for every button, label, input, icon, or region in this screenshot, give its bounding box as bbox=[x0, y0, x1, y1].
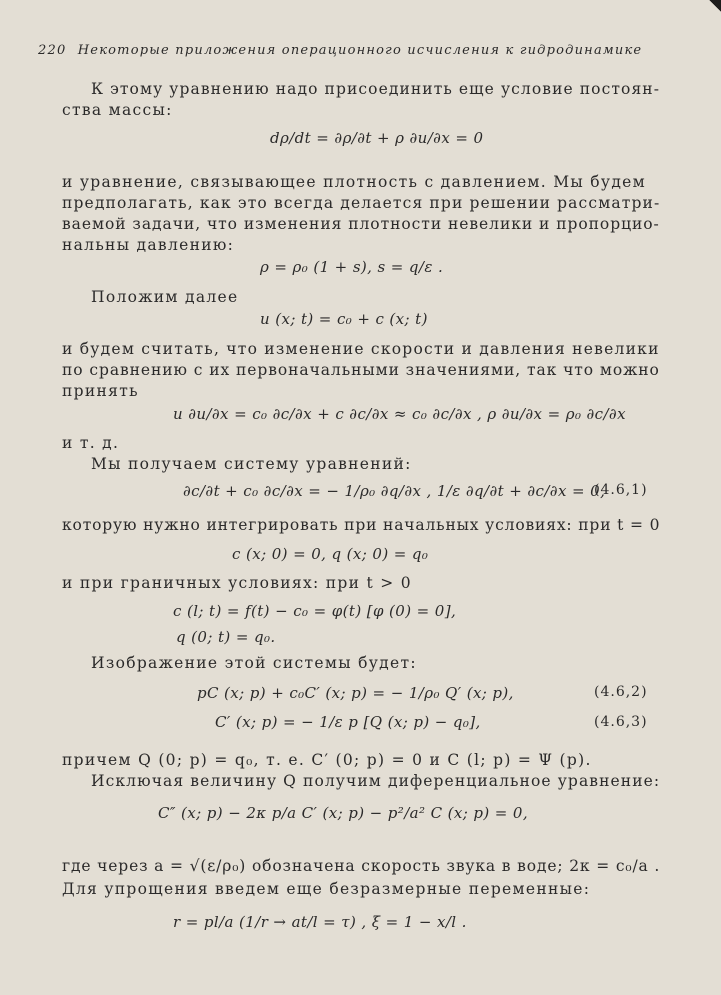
text-line: Изображение этой системы будет: bbox=[91, 654, 417, 672]
text-line: и уравнение, связывающее плотность с давлением. Мы будем bbox=[62, 173, 646, 191]
text-line: предполагать, как это всегда делается при решении рассматри- bbox=[62, 194, 661, 212]
equation-number: (4.6,3) bbox=[594, 714, 648, 730]
equation-transform-1: pC (x; p) + c₀C′ (x; p) = − 1/ρ₀ Q′ (x; p), bbox=[197, 684, 514, 702]
text-line: нальны давлению: bbox=[62, 236, 235, 254]
text-line: где через a = √(ε/ρ₀) обозначена скорость звука в воде; 2κ = c₀/a . bbox=[62, 857, 661, 875]
text-line: принять bbox=[62, 382, 139, 400]
text-line: и т. д. bbox=[62, 434, 120, 452]
equation-density: ρ = ρ₀ (1 + s), s = q/ε . bbox=[260, 258, 444, 276]
text-line: по сравнению с их первоначальными значениями, так что можно bbox=[62, 361, 660, 379]
running-header bbox=[38, 41, 642, 61]
text-line: ства массы: bbox=[62, 101, 173, 119]
text-line: ваемой задачи, что изменения плотности невелики и пропорцио- bbox=[62, 215, 660, 233]
equation-dimensionless: r = pl/a (1/r → at/l = τ) , ξ = 1 − x/l . bbox=[173, 913, 467, 931]
text-line: Для упрощения введем еще безразмерные переменные: bbox=[62, 880, 591, 898]
equation-number: (4.6,2) bbox=[594, 684, 648, 700]
equation-mass: dρ/dt = ∂ρ/∂t + ρ ∂u/∂x = 0 bbox=[270, 129, 484, 147]
text-line: которую нужно интегрировать при начальных условиях: при t = 0 bbox=[62, 516, 661, 534]
equation-system: ∂c/∂t + c₀ ∂c/∂x = − 1/ρ₀ ∂q/∂x , 1/ε ∂q/∂t + ∂c/∂x = 0, bbox=[183, 482, 606, 500]
text-line: и будем считать, что изменение скорости и давления невелики bbox=[62, 340, 660, 358]
text-line: К этому уравнению надо присоединить еще условие постоян- bbox=[91, 80, 661, 98]
text-line: и при граничных условиях: при t > 0 bbox=[62, 574, 412, 592]
equation-transform-2: C′ (x; p) = − 1/ε p [Q (x; p) − q₀], bbox=[215, 713, 481, 731]
equation-boundary-2: q (0; t) = q₀. bbox=[176, 628, 276, 646]
text-line: Положим далее bbox=[91, 288, 239, 306]
equation-differential: C″ (x; p) − 2κ p/a C′ (x; p) − p²/a² C (x; p) = 0, bbox=[158, 804, 529, 822]
text-line: Исключая величину Q получим диференциальное уравнение: bbox=[91, 772, 661, 790]
equation-velocity: u (x; t) = c₀ + c (x; t) bbox=[260, 310, 428, 328]
running-title: Некоторые приложения операционного исчисления к гидродинамике bbox=[77, 43, 643, 58]
page-corner-mark bbox=[709, 0, 721, 12]
page-number: 220 bbox=[38, 43, 67, 58]
text-line: причем Q (0; p) = q₀, т. е. C′ (0; p) = 0 и C (l; p) = Ψ (p). bbox=[62, 751, 592, 769]
equation-number: (4.6,1) bbox=[594, 482, 648, 498]
equation-initial: c (x; 0) = 0, q (x; 0) = q₀ bbox=[232, 545, 429, 563]
equation-boundary-1: c (l; t) = f(t) − c₀ = φ(t) [φ (0) = 0], bbox=[173, 602, 457, 620]
text-line: Мы получаем систему уравнений: bbox=[91, 455, 412, 473]
equation-approximation: u ∂u/∂x = c₀ ∂c/∂x + c ∂c/∂x ≈ c₀ ∂c/∂x , ρ ∂u/∂x = ρ₀ ∂c/∂x bbox=[173, 405, 626, 423]
